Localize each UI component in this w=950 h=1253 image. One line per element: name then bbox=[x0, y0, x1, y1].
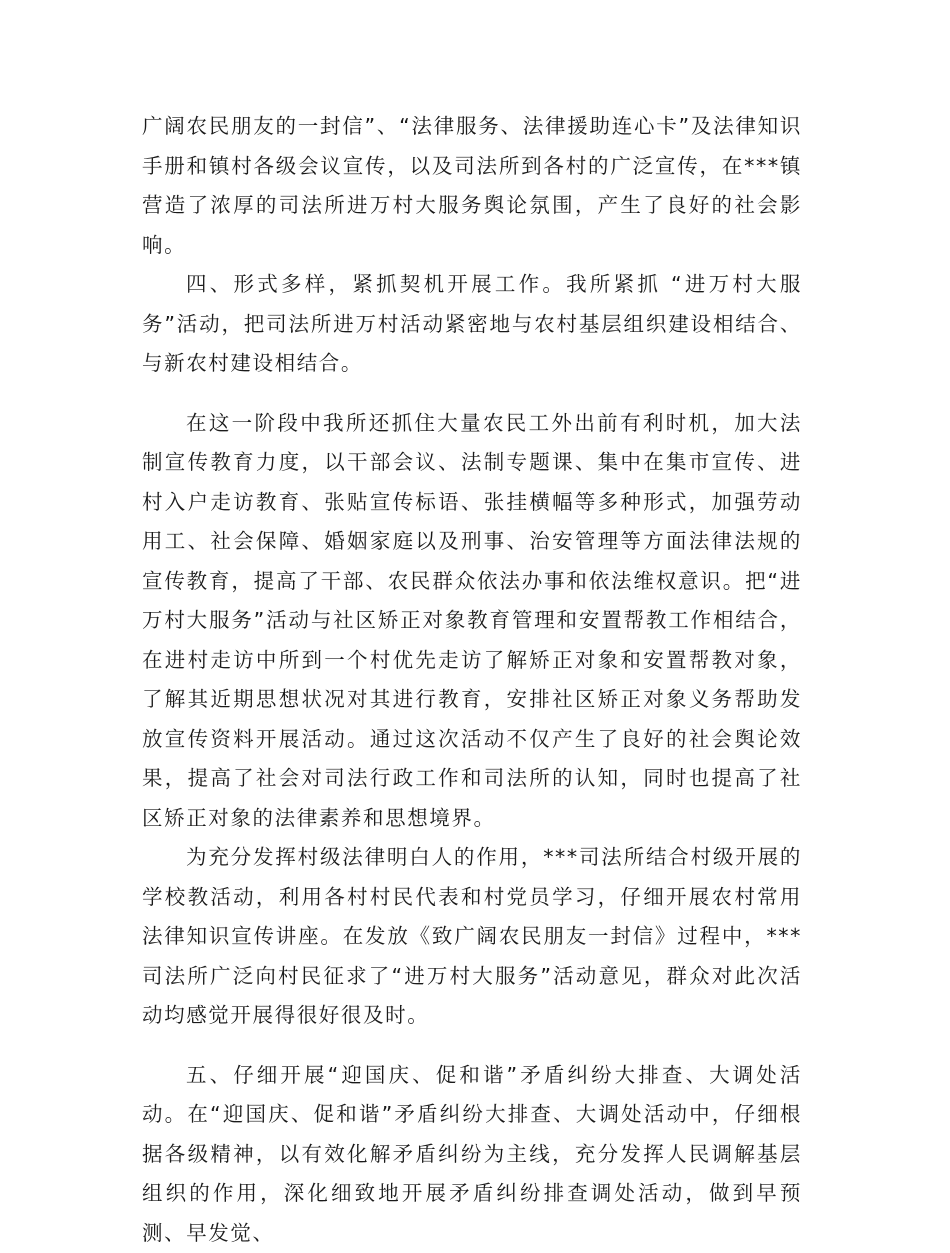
paragraph-legal-publicity: 在这一阶段中我所还抓住大量农民工外出前有利时机，加大法制宣传教育力度，以干部会议、法制专题课、集中在集市宣传、进村入户走访教育、张贴宣传标语、张挂横幅等多种形式，加强劳动用工、社会保障、婚姻家庭以及刑事、治安管理等方面法律法规的宣传教育，提高了干部、农民群众依法办事和依法维权意识。把“进万村大服务”活动与社区矫正对象教育管理和安置帮教工作相结合，在进村走访中所到一个村优先走访了解矫正对象和安置帮教对象，了解其近期思想状况对其进行教育，安排社区矫正对象义务帮助发放宣传资料开展活动。通过这次活动不仅产生了良好的社会舆论效果，提高了社会对司法行政工作和司法所的认知，同时也提高了社区矫正对象的法律素养和思想境界。 bbox=[142, 404, 802, 839]
paragraph-continued: 广阔农民朋友的一封信”、“法律服务、法律援助连心卡”及法律知识手册和镇村各级会议宣传，以及司法所到各村的广泛宣传，在***镇营造了浓厚的司法所进万村大服务舆论氛围，产生了良好的社会影响。 bbox=[142, 107, 802, 265]
document-body bbox=[142, 107, 802, 1253]
paragraph-section-four: 四、形式多样，紧抓契机开展工作。我所紧抓 “进万村大服务”活动，把司法所进万村活动紧密地与农村基层组织建设相结合、与新农村建设相结合。 bbox=[142, 265, 802, 384]
paragraph-village-legal-advisors: 为充分发挥村级法律明白人的作用，***司法所结合村级开展的学校教活动，利用各村村民代表和村党员学习，仔细开展农村常用法律知识宣传讲座。在发放《致广阔农民朋友一封信》过程中，***司法所广泛向村民征求了“进万村大服务”活动意见，群众对此次活动均感觉开展得很好很及时。 bbox=[142, 838, 802, 1036]
paragraph-section-five: 五、仔细开展“迎国庆、促和谐”矛盾纠纷大排查、大调处活动。在“迎国庆、促和谐”矛盾纠纷大排查、大调处活动中，仔细根据各级精神，以有效化解矛盾纠纷为主线，充分发挥人民调解基层组织的作用，深化细致地开展矛盾纠纷排查调处活动，做到早预测、早发觉、 bbox=[142, 1056, 802, 1253]
